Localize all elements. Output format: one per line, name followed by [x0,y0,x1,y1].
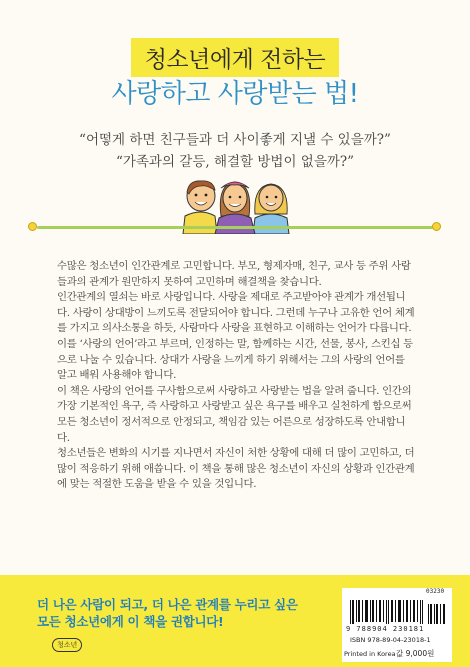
description-text [57,259,417,493]
paragraph-2: 인간관계의 열쇠는 바로 사랑입니다. 사랑을 제대로 주고받아야 관계가 개선됩니다. 사랑이 상대방이 느끼도록 전달되어야 합니다. 그런데 누구나 고유한 언어 체계를 가지고 의사소통을 하듯, 사람마다 사랑을 표현하고 이해하는 언어가 다릅니다. 이를 ‘사랑의 언어’라고 부르며, 인정하는 말, 함께하는 시간, 선물, 봉사, 스킨십 등으로 나눌 수 있습니다. 상대가 사랑을 느끼게 하기 위해서는 그의 사랑의 언어를 알고 배워 사용해야 합니다. [57,291,415,382]
barcode-icon [348,596,448,624]
promo-line1: 더 나은 사람이 되고, 더 나은 관계를 누리고 싶은 [37,597,298,612]
barcode-addon: 03230 [426,588,445,595]
headline-line1: 청소년에게 전하는 [131,38,340,77]
barcode-number: 9 788904 230181 [346,625,425,633]
publisher-logo: 청소년 [52,638,82,652]
promo-line2: 모든 청소년에게 이 책을 권합니다! [37,614,224,629]
headline-line2: 사랑하고 사랑받는 법! [111,79,359,109]
quote-1: “어떻게 하면 친구들과 더 사이좋게 지낼 수 있을까?” [79,132,391,148]
smiley-left-icon [28,222,37,231]
printed-in-label: Printed in Korea [344,650,396,658]
price-label: 값 9,000원 [396,649,435,658]
smiley-right-icon [432,222,441,231]
paragraph-3: 이 책은 사랑의 언어를 구사함으로써 사랑하고 사랑받는 법을 알려 줍니다. 인간의 가장 기본적인 욕구, 즉 사랑하고 사랑받고 싶은 욕구를 배우고 실천하게 함으로써 모든 청소년이 정서적으로 안정되고, 책임감 있는 어른으로 성장하도록 안내합니다. [57,384,412,444]
divider-line [37,226,433,229]
paragraph-4: 청소년들은 변화의 시기를 지나면서 자신이 처한 상황에 대해 더 많이 고민하고, 더 많이 적응하기 위해 애씁니다. 이 책을 통해 많은 청소년이 자신의 상황과 인간관계에 맞는 적절한 도움을 받을 수 있을 것입니다. [57,447,415,491]
isbn-label: ISBN 978-89-04-23018-1 [350,636,431,644]
quote-2: “가족과의 갈등, 해결할 방법이 없을까?” [115,154,355,170]
headline-line1-wrapper [0,38,470,77]
promo-text [37,596,298,630]
paragraph-1: 수많은 청소년이 인간관계로 고민합니다. 부모, 형제자매, 친구, 교사 등 주위 사람들과의 관계가 원만하지 못하여 고민하며 해결책을 찾습니다. [57,260,411,288]
